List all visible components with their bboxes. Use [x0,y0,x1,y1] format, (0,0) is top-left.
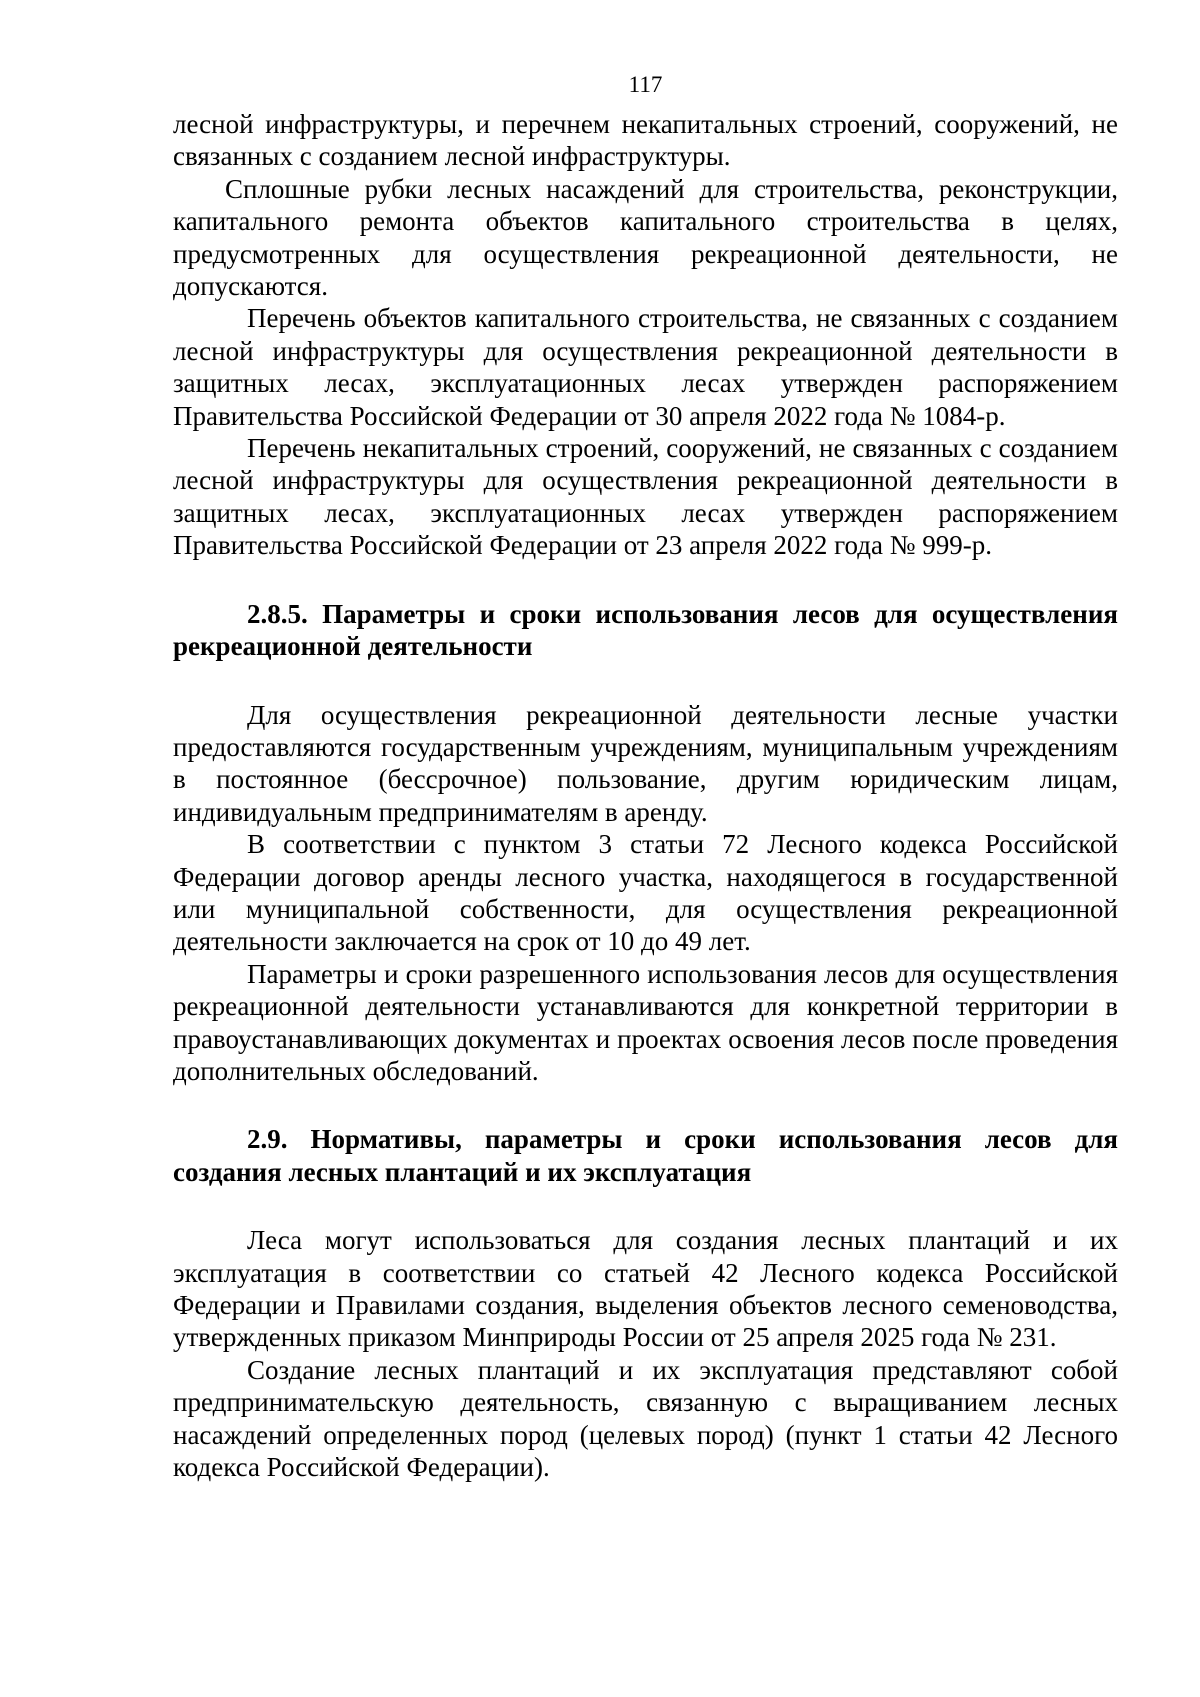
paragraph-forest-plots-provision: Для осуществления рекреационной деятельности лесные участки предоставляются государственным учреждениям, муниципальным учреждениям в постоянное (бессрочное) пользование, другим юридическим лицам, индивидуальным предпринимателям в аренду. [173,699,1118,827]
paragraph-lease-term: В соответствии с пунктом 3 статьи 72 Лесного кодекса Российской Федерации договор аренды лесного участка, находящегося в государственной или муниципальной собственности, для осуществления рекреационной деятельности заключается на срок от 10 до 49 лет. [173,829,1118,957]
paragraph-noncapital-structures-list: Перечень некапитальных строений, сооружений, не связанных с созданием лесной инфраструктуры для осуществления рекреационной деятельности в защитных лесах, эксплуатационных лесах утвержден распоряжением Правительства Российской Федерации от 23 апреля 2022 года № 999-р. [173,433,1118,561]
paragraph-clear-cutting: Сплошные рубки лесных насаждений для строительства, реконструкции, капитального ремонта объектов капитального строительства в целях, предусмотренных для осуществления рекреационной деятельности, не допускаются. [173,173,1118,302]
document-page [173,70,1118,1483]
paragraph-capital-objects-list: Перечень объектов капитального строительства, не связанных с созданием лесной инфраструктуры для осуществления рекреационной деятельности в защитных лесах, эксплуатационных лесах утвержден распоряжением Правительства Российской Федерации от 30 апреля 2022 года № 1084-р. [173,303,1118,431]
paragraph-plantations-business: Создание лесных плантаций и их эксплуатация представляют собой предпринимательскую деятельность, связанную с выращиванием лесных насаждений определенных пород (целевых пород) (пункт 1 статьи 42 Лесного кодекса Российской Федерации). [173,1354,1118,1483]
paragraph-continuation: лесной инфраструктуры, и перечнем некапитальных строений, сооружений, не связанных с созданием лесной инфраструктуры. [173,109,1118,172]
paragraph-plantations-use: Леса могут использоваться для создания лесных плантаций и их эксплуатация в соответствии со статьей 42 Лесного кодекса Российской Федерации и Правилами создания, выделения объектов лесного семеноводства, утвержденных приказом Минприроды России от 25 апреля 2025 года № 231. [173,1225,1118,1353]
section-heading-2-8-5: 2.8.5. Параметры и сроки использования лесов для осуществления рекреационной деятельности [173,598,1118,662]
page-number: 117 [628,72,663,97]
section-heading-2-9: 2.9. Нормативы, параметры и сроки использования лесов для создания лесных плантаций и их эксплуатация [173,1124,1118,1187]
paragraph-parameters-and-terms: Параметры и сроки разрешенного использования лесов для осуществления рекреационной деятельности устанавливаются для конкретной территории в правоустанавливающих документах и проектах освоения лесов после проведения дополнительных обследований. [173,958,1118,1086]
